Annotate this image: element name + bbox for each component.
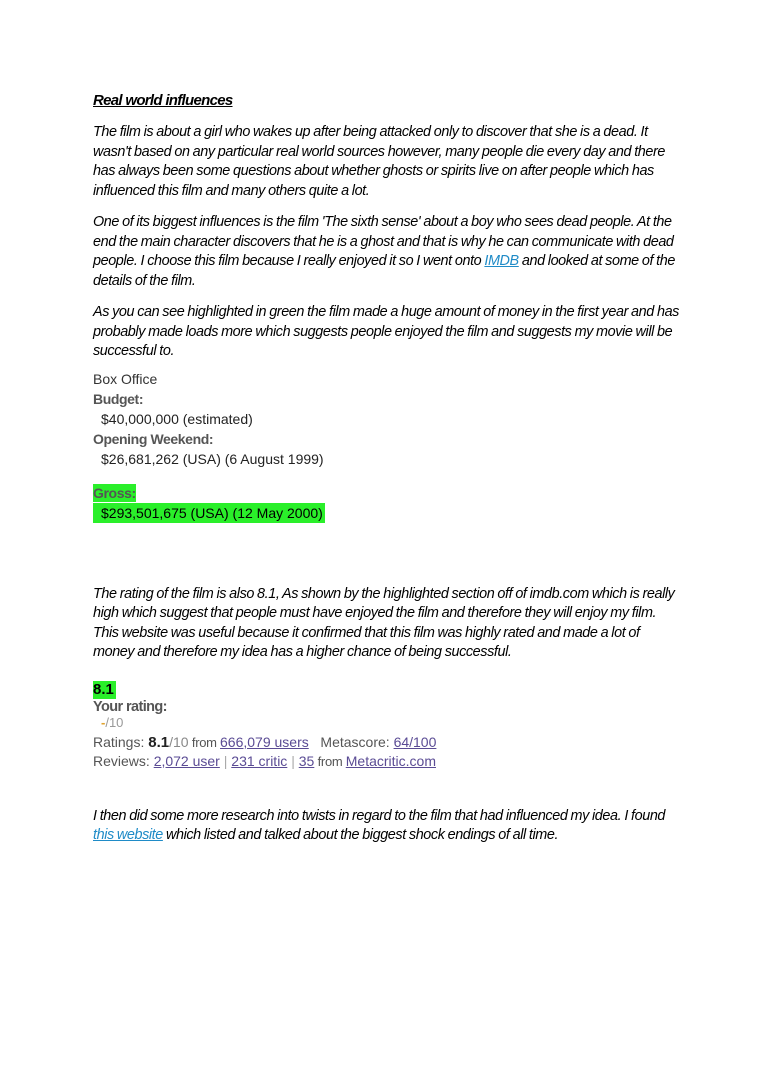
reviews-line	[93, 752, 683, 771]
research-text: I then did some more research into twists in regard to the film that had influenced my idea. I found	[93, 807, 666, 824]
user-reviews-link[interactable]: 2,072 user	[153, 752, 220, 769]
ratings-line	[93, 733, 683, 752]
your-rating-scale: /10	[105, 714, 124, 730]
from-text: from	[314, 753, 346, 769]
rating-paragraph: The rating of the film is also 8.1, As shown by the highlighted section off of imdb.com which is really high which suggest that people must have enjoyed the film and therefore they will enjoy my film. This website was useful because it confirmed that this film was highly rated and made a lot of money and therefore my idea has a higher chance of being successful.	[93, 585, 675, 660]
metascore-label: Metascore:	[320, 733, 394, 750]
budget-label: Budget:	[93, 390, 144, 407]
ratings-score: 8.1	[148, 733, 170, 751]
budget-value: $40,000,000 (estimated)	[101, 410, 253, 427]
ratings-scale: /10	[169, 733, 189, 750]
box-office-title: Box Office	[93, 370, 158, 387]
research-paragraph	[93, 807, 683, 846]
reviews-label: Reviews:	[93, 752, 154, 769]
influences-text-end: and looked at some of the details of the film.	[93, 253, 675, 289]
users-link[interactable]: 666,079 users	[220, 733, 309, 750]
gross-label: Gross:	[93, 484, 136, 501]
document-page	[93, 92, 683, 858]
your-rating-value[interactable]	[93, 715, 683, 731]
ratings-label: Ratings:	[93, 733, 149, 750]
gross-value: $293,501,675 (USA) (12 May 2000)	[93, 503, 325, 523]
influences-paragraph	[93, 213, 683, 291]
metacritic-link[interactable]: Metacritic.com	[345, 752, 436, 769]
opening-weekend-value: $26,681,262 (USA) (6 August 1999)	[101, 450, 324, 467]
this-website-link[interactable]: this website	[93, 827, 163, 843]
rating-score-highlight: 8.1	[93, 680, 114, 698]
intro-paragraph: The film is about a girl who wakes up after being attacked only to discover that she is a dead. It wasn't based on any particular real world sources however, many people die every day and there has always been some questions about whether ghosts or spirits live on after people which has influenced this film and many others quite a lot.	[93, 124, 665, 199]
separator: |	[223, 752, 228, 769]
box-office-intro-paragraph: As you can see highlighted in green the film made a huge amount of money in the first year and has probably made loads more which suggests people enjoyed the film and suggests my movie will be successful to.	[93, 304, 679, 359]
critic-reviews-link[interactable]: 231 critic	[231, 752, 288, 769]
your-rating-dash: -	[101, 714, 106, 730]
separator: |	[291, 752, 295, 769]
your-rating-label: Your rating:	[93, 698, 167, 715]
section-heading: Real world influences	[93, 92, 233, 109]
metascore-link[interactable]: 64/100	[393, 733, 437, 750]
opening-weekend-label: Opening Weekend:	[93, 430, 214, 447]
research-text-end: which listed and talked about the biggest shock endings of all time.	[162, 827, 559, 843]
ratings-from: from	[188, 734, 221, 750]
imdb-link[interactable]: IMDB	[484, 253, 519, 269]
metacritic-count-link[interactable]: 35	[298, 752, 315, 769]
influences-text: One of its biggest influences is the film 'The sixth sense' about a boy who sees dead people. At the end the main character discovers that he is a ghost and that is why he can communicate with dead people. I choose this film because I really enjoyed it so I went onto	[93, 214, 674, 269]
